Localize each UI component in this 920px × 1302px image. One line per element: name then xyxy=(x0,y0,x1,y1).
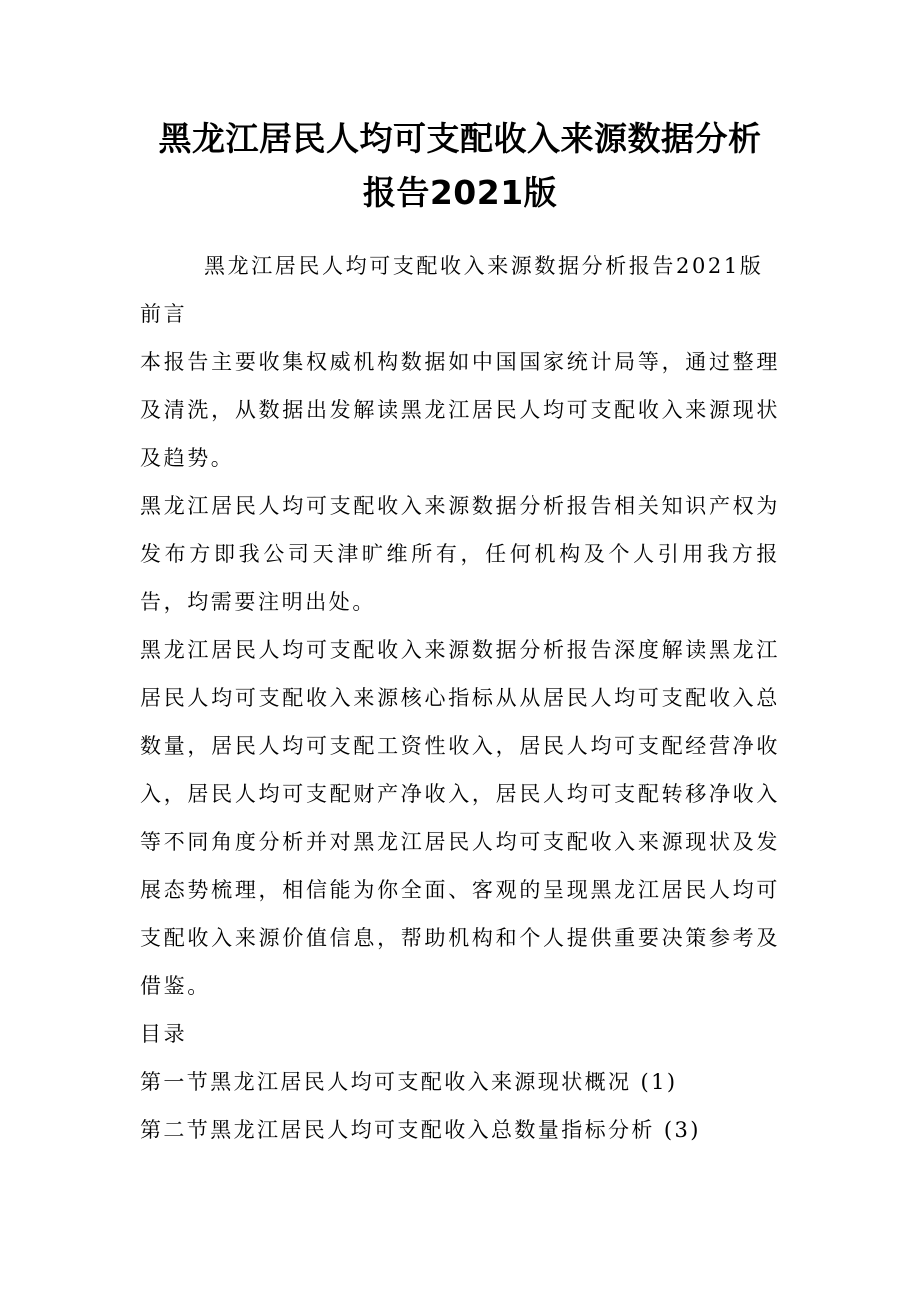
preface-heading: 前言 xyxy=(140,302,188,326)
toc-item-2[interactable]: 第二节黑龙江居民人均可支配收入总数量指标分析 (3) xyxy=(140,1118,701,1142)
paragraph-copyright: 黑龙江居民人均可支配收入来源数据分析报告相关知识产权为发布方即我公司天津旷维所有，任何机构及个人引用我方报告，均需要注明出处。 xyxy=(140,494,780,614)
document-title xyxy=(140,112,780,220)
document-page xyxy=(140,112,780,1154)
paragraph-summary: 黑龙江居民人均可支配收入来源数据分析报告深度解读黑龙江居民人均可支配收入来源核心指标从从居民人均可支配收入总数量，居民人均可支配工资性收入，居民人均可支配经营净收入，居民人均可支配财产净收入，居民人均可支配转移净收入等不同角度分析并对黑龙江居民人均可支配收入来源现状及发展态势梳理，相信能为你全面、客观的呈现黑龙江居民人均可支配收入来源价值信息，帮助机构和个人提供重要决策参考及借鉴。 xyxy=(140,638,780,998)
toc-heading: 目录 xyxy=(140,1022,188,1046)
paragraph-intro: 本报告主要收集权威机构数据如中国国家统计局等，通过整理及清洗，从数据出发解读黑龙江居民人均可支配收入来源现状及趋势。 xyxy=(140,350,780,470)
title-line-2: 报告2021版 xyxy=(362,173,558,212)
document-subtitle: 黑龙江居民人均可支配收入来源数据分析报告2021版 xyxy=(204,254,764,278)
title-line-1: 黑龙江居民人均可支配收入来源数据分析 xyxy=(158,119,762,158)
toc-item-1[interactable]: 第一节黑龙江居民人均可支配收入来源现状概况 (1) xyxy=(140,1070,678,1094)
